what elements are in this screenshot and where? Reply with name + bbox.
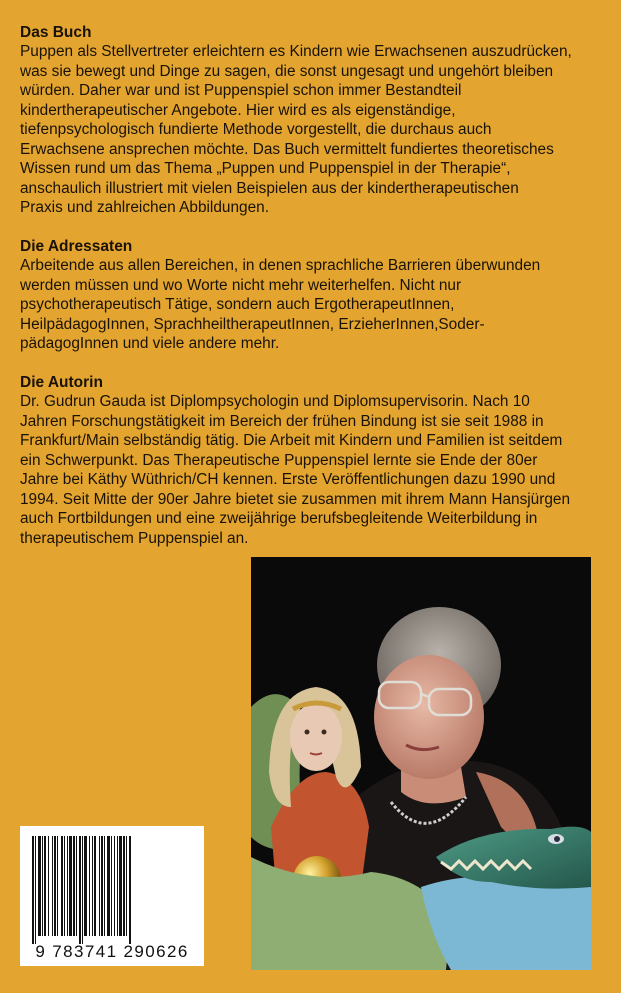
text-line: HeilpädagogInnen, SprachheiltherapeutInnen, ErzieherInnen,Soder-: [20, 315, 485, 333]
barcode-bar: [104, 836, 105, 936]
section-heading: Die Autorin: [20, 374, 103, 391]
barcode-bar: [94, 836, 96, 936]
barcode-bar: [35, 836, 36, 944]
barcode-bar: [89, 836, 90, 936]
barcode-bar: [44, 836, 46, 936]
barcode-bar: [32, 836, 34, 944]
barcode-bar: [114, 836, 115, 936]
text-line: Puppen als Stellvertreter erleichtern es Kindern wie Erwachsenen auszudrücken,: [20, 43, 572, 60]
barcode: [20, 826, 204, 966]
text-line: Wissen rund um das Thema „Puppen und Puppenspiel in der Therapie“,: [20, 160, 511, 177]
text-line: Frankfurt/Main selbständig tätig. Die Arbeit mit Kindern und Familien ist seitdem: [20, 432, 563, 449]
isbn-number: 9 783741 290626: [35, 942, 189, 961]
text-line: kindertherapeutischer Angebote. Hier wird es als eigenständige,: [20, 101, 456, 119]
barcode-bar: [48, 836, 49, 936]
section-die-adressaten: [20, 237, 605, 354]
section-body: [20, 256, 605, 354]
barcode-bar: [64, 836, 65, 936]
barcode-bar: [82, 836, 83, 944]
barcode-bar: [76, 836, 77, 936]
text-line: psychotherapeutisch Tätige, sondern auch ErgotherapeutInnen,: [20, 296, 455, 313]
barcode-bar: [52, 836, 53, 936]
text-line: Praxis und zahlreichen Abbildungen.: [20, 199, 269, 216]
text-line: ein Schwerpunkt. Das Therapeutische Puppenspiel lernte sie Ende der 80er: [20, 451, 538, 469]
section-heading: Das Buch: [20, 24, 92, 41]
text-line: Arbeitende aus allen Bereichen, in denen sprachliche Barrieren überwunden: [20, 257, 541, 274]
puppet-face: [290, 703, 342, 771]
barcode-bar: [69, 836, 72, 936]
text-line: anschaulich illustriert mit vielen Beispielen aus der kindertherapeutischen: [20, 179, 519, 197]
text-line: Jahren Forschungstätigkeit im Bereich der frühen Bindung ist sie seit 1988 in: [20, 412, 544, 430]
barcode-bar: [67, 836, 68, 936]
barcode-bar: [79, 836, 81, 944]
barcode-bar: [126, 836, 127, 936]
barcode-bar: [84, 836, 87, 936]
author-photo-illustration: [251, 557, 591, 970]
barcode-bar: [92, 836, 93, 936]
text-line: was sie bewegt und Dinge zu sagen, die sonst ungesagt und ungehört bleiben: [20, 62, 554, 80]
text-line: pädagogInnen und viele andere mehr.: [20, 335, 280, 352]
barcode-bar: [101, 836, 103, 936]
barcode-bar: [123, 836, 125, 936]
barcode-bar: [99, 836, 100, 936]
author-photo: [251, 557, 591, 970]
barcode-bar: [54, 836, 56, 936]
section-das-buch: [20, 23, 605, 218]
face-shape: [374, 655, 484, 779]
barcode-bar: [119, 836, 122, 936]
barcode-bar: [117, 836, 118, 936]
text-line: 1994. Seit Mitte der 90er Jahre bietet sie zusammen mit ihrem Mann Hansjürgen: [20, 490, 571, 508]
barcode-bar: [42, 836, 43, 936]
barcode-bar: [38, 836, 41, 936]
barcode-bar: [61, 836, 63, 936]
barcode-bar: [111, 836, 112, 936]
barcode-bar: [73, 836, 75, 936]
section-die-autorin: [20, 373, 605, 548]
barcode-bar: [57, 836, 58, 936]
section-body: [20, 42, 605, 218]
text-line: therapeutischem Puppenspiel an.: [20, 529, 249, 547]
barcode-bar: [129, 836, 131, 944]
text-line: Jahre bei Käthy Wüthrich/CH kennen. Erste Veröffentlichungen dazu 1990 und: [20, 471, 556, 488]
text-line: werden müssen und wo Worte nicht mehr weiterhelfen. Nicht nur: [20, 276, 462, 294]
text-line: Dr. Gudrun Gauda ist Diplompsychologin und Diplomsupervisorin. Nach 10: [20, 393, 530, 410]
section-heading: Die Adressaten: [20, 238, 133, 255]
text-line: tiefenpsychologisch fundierte Methode vorgestellt, die durchaus auch: [20, 121, 492, 138]
text-line: auch Fortbildungen und eine zweijährige berufsbegleitende Weiterbildung in: [20, 510, 538, 527]
section-body: [20, 392, 605, 548]
barcode-bar: [107, 836, 110, 936]
text-line: würden. Daher war und ist Puppenspiel schon immer Bestandteil: [20, 82, 462, 99]
text-line: Erwachsene ansprechen möchte. Das Buch vermittelt fundiertes theoretisches: [20, 140, 554, 158]
